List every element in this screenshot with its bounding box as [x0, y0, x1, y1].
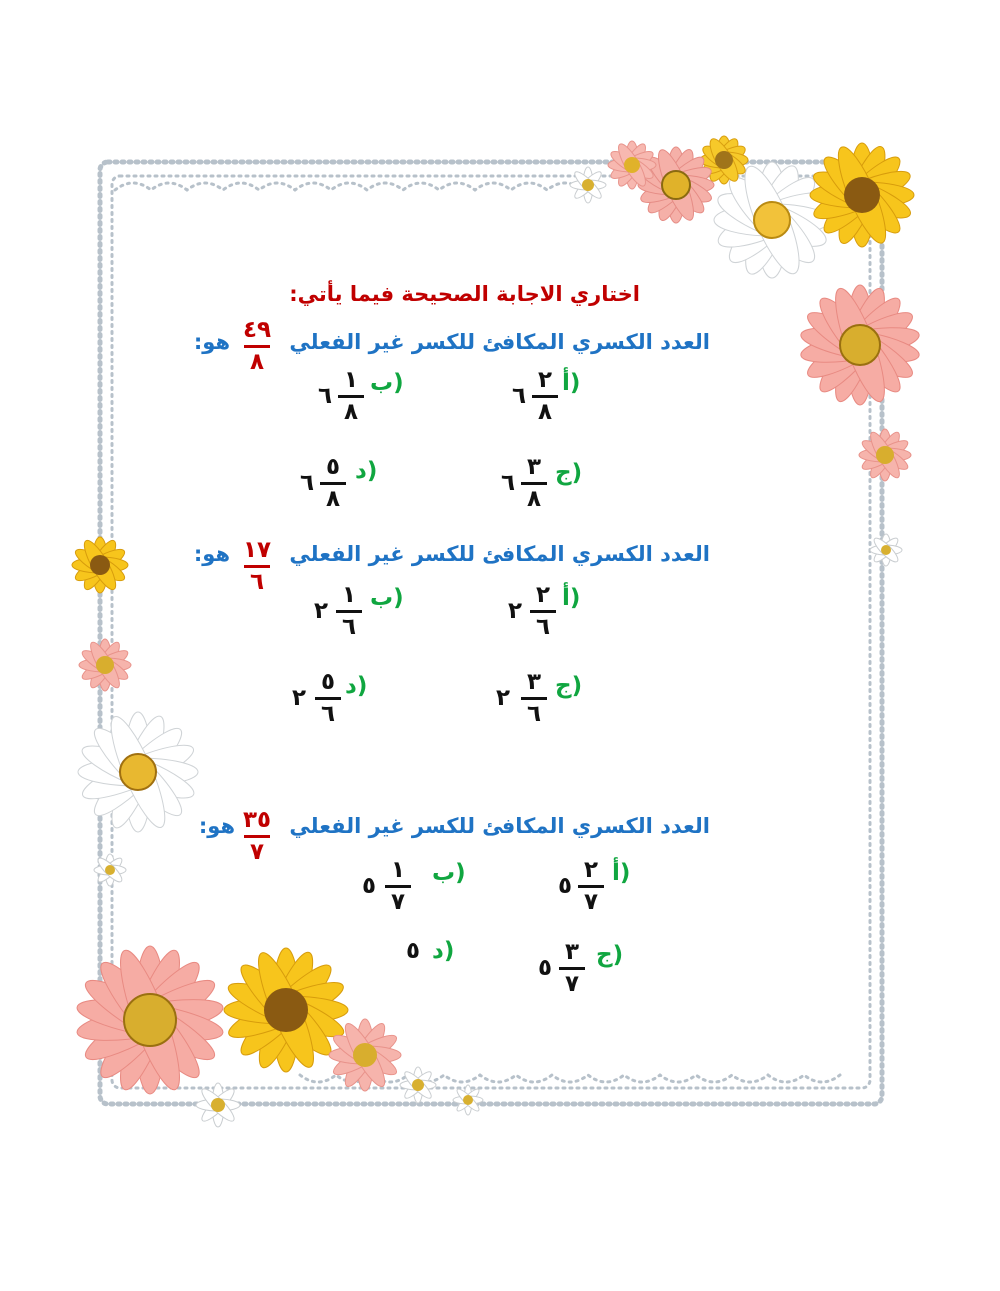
option-numerator: ٣	[526, 454, 542, 480]
fraction-bar	[578, 885, 604, 888]
fraction-bar	[521, 482, 547, 485]
option-fraction	[517, 455, 551, 512]
option-letter: د)	[355, 458, 378, 484]
question-2-fraction-denominator: ٦	[249, 569, 265, 595]
option-letter: ب)	[432, 860, 466, 886]
option-whole: ٢	[314, 598, 329, 624]
option-numerator: ٥	[325, 454, 341, 480]
option-letter: أ)	[562, 585, 581, 611]
option-whole: ٢	[292, 685, 307, 711]
question-1-prefix: العدد الكسري المكافئ للكسر غير الفعلي	[289, 330, 710, 354]
question-3-fraction-numerator: ٣٥	[242, 807, 272, 833]
question-2-fraction-numerator: ١٧	[242, 537, 272, 563]
option-fraction	[316, 455, 350, 512]
flower-right-yellow	[809, 142, 915, 248]
fraction-bar	[338, 395, 364, 398]
flower-left-daisy-tiny	[94, 854, 126, 886]
option-letter: ج)	[555, 460, 583, 486]
option-numerator: ١	[343, 367, 359, 393]
question-3-suffix: هو:	[198, 814, 235, 838]
flower-right-pink-small	[859, 429, 911, 481]
question-2-suffix: هو:	[193, 542, 230, 566]
option-whole: ٥	[362, 873, 377, 899]
fraction-bar	[532, 395, 558, 398]
option-letter: ج)	[555, 673, 583, 699]
flower-top-daisy-tiny	[570, 167, 606, 203]
option-whole: ٢	[496, 685, 511, 711]
option-denominator: ٦	[535, 614, 551, 640]
option-whole: ٥	[406, 938, 421, 964]
option-fraction	[311, 670, 345, 727]
flower-right-pink-large	[798, 284, 921, 406]
flower-bottom-daisy-tiny	[400, 1067, 436, 1103]
option-fraction	[574, 858, 608, 915]
question-2-fraction	[240, 538, 274, 595]
option-numerator: ٣	[526, 669, 542, 695]
fraction-bar	[530, 610, 556, 613]
option-whole: ٦	[501, 470, 516, 496]
option-whole: ٦	[512, 383, 527, 409]
option-numerator: ٢	[537, 367, 553, 393]
option-denominator: ٦	[320, 701, 336, 727]
fraction-bar	[559, 967, 585, 970]
option-fraction	[555, 940, 589, 997]
option-numerator: ٢	[583, 857, 599, 883]
fraction-bar	[315, 697, 341, 700]
option-numerator: ٣	[564, 939, 580, 965]
option-denominator: ٨	[526, 486, 542, 512]
option-numerator: ١	[390, 857, 406, 883]
question-3-fraction	[240, 808, 274, 865]
fraction-bar	[244, 835, 270, 838]
option-letter: ب)	[370, 585, 404, 611]
fraction-bar	[336, 610, 362, 613]
flower-bottom-daisy-small	[196, 1083, 240, 1127]
instruction-heading: اختاري الاجابة الصحيحة فيما يأتي:	[289, 282, 640, 306]
option-denominator: ٧	[564, 971, 580, 997]
question-1-fraction-numerator: ٤٩	[242, 317, 272, 343]
flower-left-white	[77, 711, 199, 833]
flower-bottom-pink-large	[74, 945, 225, 1095]
fraction-bar	[320, 482, 346, 485]
flower-right-daisy-tiny	[870, 534, 902, 566]
option-denominator: ٨	[537, 399, 553, 425]
fraction-bar	[244, 565, 270, 568]
option-letter: أ)	[612, 860, 631, 886]
option-denominator: ٦	[341, 614, 357, 640]
option-fraction	[528, 368, 562, 425]
option-letter: ج)	[596, 942, 624, 968]
option-whole: ٢	[508, 598, 523, 624]
option-denominator: ٨	[343, 399, 359, 425]
question-1-fraction	[240, 318, 274, 375]
option-letter: أ)	[562, 370, 581, 396]
option-letter: ب)	[370, 370, 404, 396]
option-whole: ٦	[300, 470, 315, 496]
question-2-prefix: العدد الكسري المكافئ للكسر غير الفعلي	[289, 542, 710, 566]
question-3-fraction-denominator: ٧	[249, 839, 265, 865]
option-whole: ٦	[318, 383, 333, 409]
option-numerator: ٢	[535, 582, 551, 608]
option-letter: د)	[432, 938, 455, 964]
option-denominator: ٦	[526, 701, 542, 727]
fraction-bar	[385, 885, 411, 888]
question-3-prefix: العدد الكسري المكافئ للكسر غير الفعلي	[289, 814, 710, 838]
option-numerator: ٥	[320, 669, 336, 695]
option-denominator: ٧	[390, 889, 406, 915]
fraction-bar	[521, 697, 547, 700]
flower-bottom-daisy-tiny-2	[453, 1085, 483, 1115]
option-numerator: ١	[341, 582, 357, 608]
option-fraction	[517, 670, 551, 727]
option-letter: د)	[345, 673, 368, 699]
question-1-fraction-denominator: ٨	[249, 349, 265, 375]
option-denominator: ٧	[583, 889, 599, 915]
option-denominator: ٨	[325, 486, 341, 512]
fraction-bar	[244, 345, 270, 348]
option-fraction	[526, 583, 560, 640]
option-fraction	[332, 583, 366, 640]
flower-left-yellow	[72, 537, 128, 593]
option-whole: ٥	[558, 873, 573, 899]
question-1-suffix: هو:	[193, 330, 230, 354]
option-fraction	[381, 858, 415, 915]
flower-left-pink-small	[79, 639, 131, 691]
option-whole: ٥	[538, 955, 553, 981]
option-fraction	[334, 368, 368, 425]
